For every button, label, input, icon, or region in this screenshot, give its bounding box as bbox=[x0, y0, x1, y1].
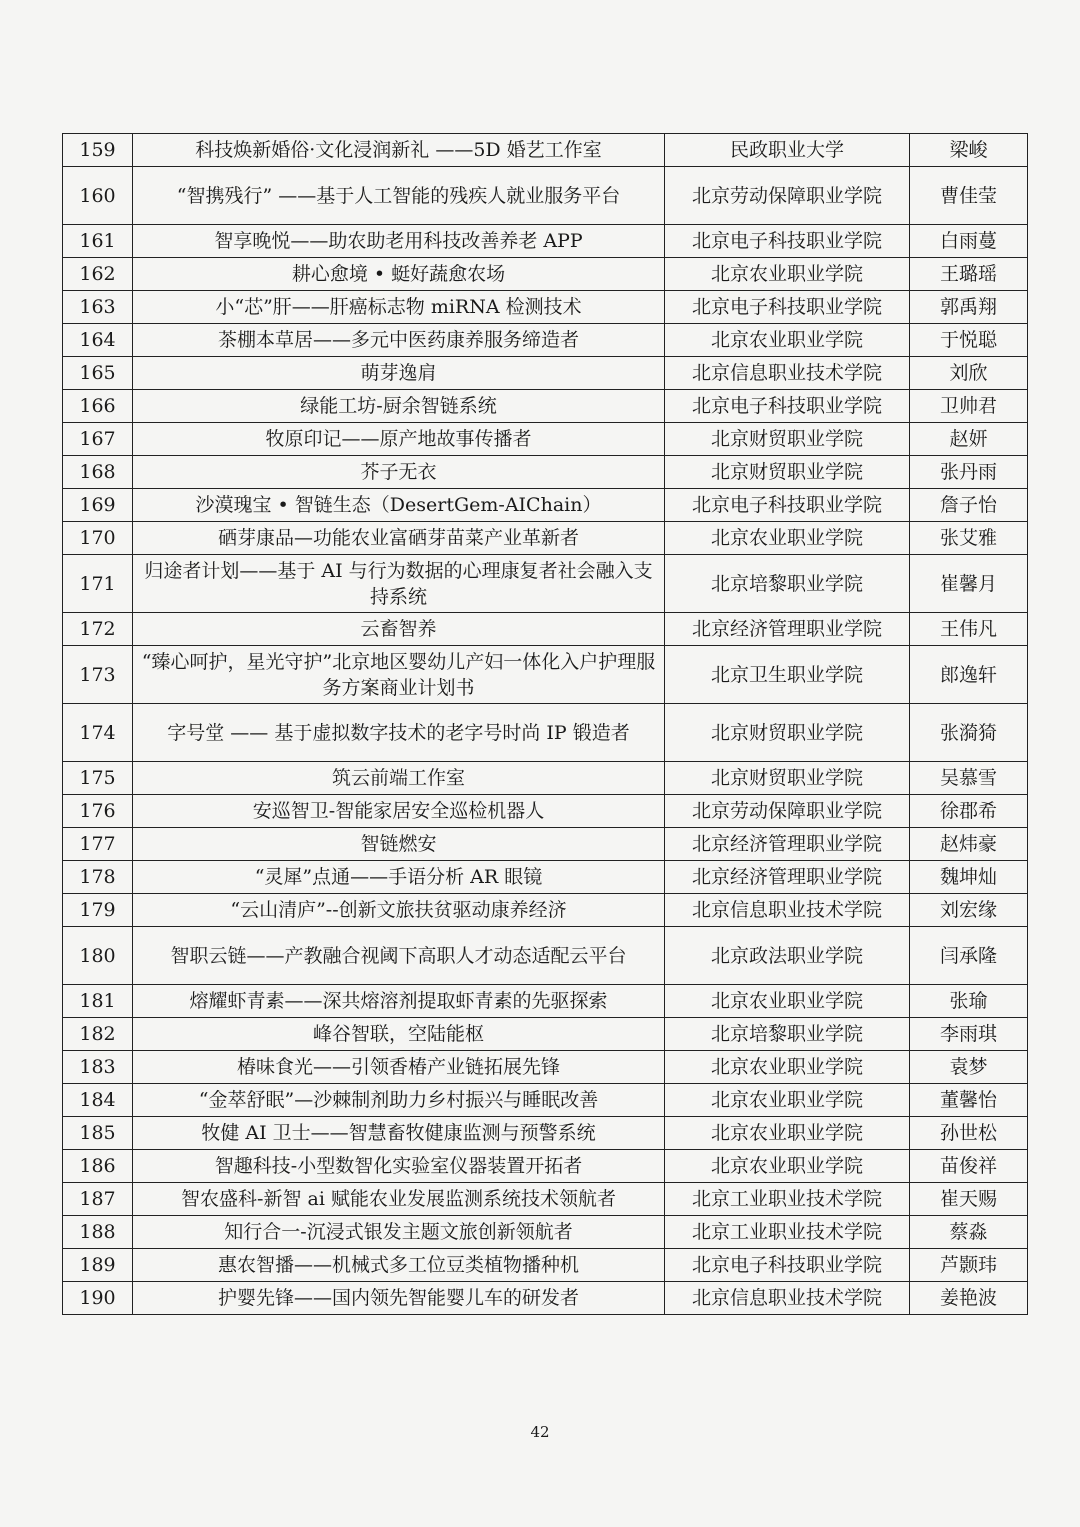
project-title-cell: 芥子无衣 bbox=[133, 456, 665, 489]
table-row bbox=[63, 390, 1028, 423]
student-name-cell: 刘宏缘 bbox=[910, 894, 1028, 927]
row-number-cell: 179 bbox=[63, 894, 133, 927]
page-number: 42 bbox=[530, 1423, 550, 1441]
school-cell: 北京培黎职业学院 bbox=[665, 555, 910, 613]
table-row bbox=[63, 704, 1028, 762]
school-cell: 北京劳动保障职业学院 bbox=[665, 795, 910, 828]
table-row bbox=[63, 225, 1028, 258]
school-cell: 北京财贸职业学院 bbox=[665, 423, 910, 456]
row-number-cell: 178 bbox=[63, 861, 133, 894]
table-row bbox=[63, 522, 1028, 555]
school-cell: 北京工业职业技术学院 bbox=[665, 1216, 910, 1249]
school-cell: 北京经济管理职业学院 bbox=[665, 861, 910, 894]
table-row bbox=[63, 894, 1028, 927]
row-number-cell: 187 bbox=[63, 1183, 133, 1216]
student-name-cell: 张艾雅 bbox=[910, 522, 1028, 555]
table-row bbox=[63, 167, 1028, 225]
project-title-cell: 牧原印记——原产地故事传播者 bbox=[133, 423, 665, 456]
project-title-cell: 智链燃安 bbox=[133, 828, 665, 861]
student-name-cell: 郭禹翔 bbox=[910, 291, 1028, 324]
student-name-cell: 刘欣 bbox=[910, 357, 1028, 390]
table-row bbox=[63, 861, 1028, 894]
student-name-cell: 王伟凡 bbox=[910, 613, 1028, 646]
school-cell: 北京工业职业技术学院 bbox=[665, 1183, 910, 1216]
school-cell: 北京电子科技职业学院 bbox=[665, 225, 910, 258]
school-cell: 北京电子科技职业学院 bbox=[665, 1249, 910, 1282]
project-title-cell: 智农盛科-新智 ai 赋能农业发展监测系统技术领航者 bbox=[133, 1183, 665, 1216]
table-row bbox=[63, 1249, 1028, 1282]
project-title-cell: 安巡智卫-智能家居安全巡检机器人 bbox=[133, 795, 665, 828]
project-title-cell: 熔耀虾青素——深共熔溶剂提取虾青素的先驱探索 bbox=[133, 985, 665, 1018]
table-row bbox=[63, 1282, 1028, 1315]
project-title-cell: 峰谷智联，空陆能枢 bbox=[133, 1018, 665, 1051]
row-number-cell: 177 bbox=[63, 828, 133, 861]
row-number-cell: 182 bbox=[63, 1018, 133, 1051]
student-name-cell: 卫帅君 bbox=[910, 390, 1028, 423]
school-cell: 北京电子科技职业学院 bbox=[665, 489, 910, 522]
school-cell: 北京财贸职业学院 bbox=[665, 762, 910, 795]
student-name-cell: 芦颢玮 bbox=[910, 1249, 1028, 1282]
table-row bbox=[63, 1150, 1028, 1183]
table-row bbox=[63, 555, 1028, 613]
row-number-cell: 180 bbox=[63, 927, 133, 985]
row-number-cell: 168 bbox=[63, 456, 133, 489]
table-row bbox=[63, 291, 1028, 324]
school-cell: 北京农业职业学院 bbox=[665, 258, 910, 291]
row-number-cell: 169 bbox=[63, 489, 133, 522]
student-name-cell: 蔡淼 bbox=[910, 1216, 1028, 1249]
school-cell: 北京劳动保障职业学院 bbox=[665, 167, 910, 225]
row-number-cell: 170 bbox=[63, 522, 133, 555]
row-number-cell: 188 bbox=[63, 1216, 133, 1249]
table-row bbox=[63, 1051, 1028, 1084]
project-title-cell: 牧健 AI 卫士——智慧畜牧健康监测与预警系统 bbox=[133, 1117, 665, 1150]
project-title-cell: 知行合一-沉浸式银发主题文旅创新领航者 bbox=[133, 1216, 665, 1249]
row-number-cell: 166 bbox=[63, 390, 133, 423]
row-number-cell: 173 bbox=[63, 646, 133, 704]
row-number-cell: 165 bbox=[63, 357, 133, 390]
school-cell: 北京财贸职业学院 bbox=[665, 456, 910, 489]
project-title-cell: “智携残行” ——基于人工智能的残疾人就业服务平台 bbox=[133, 167, 665, 225]
row-number-cell: 171 bbox=[63, 555, 133, 613]
project-title-cell: 小“芯”肝——肝癌标志物 miRNA 检测技术 bbox=[133, 291, 665, 324]
school-cell: 北京农业职业学院 bbox=[665, 324, 910, 357]
table-row bbox=[63, 1183, 1028, 1216]
school-cell: 北京农业职业学院 bbox=[665, 985, 910, 1018]
table-row bbox=[63, 1117, 1028, 1150]
table-row bbox=[63, 1084, 1028, 1117]
school-cell: 北京经济管理职业学院 bbox=[665, 613, 910, 646]
student-name-cell: 张漪猗 bbox=[910, 704, 1028, 762]
row-number-cell: 164 bbox=[63, 324, 133, 357]
project-title-cell: 耕心愈境 • 蜓好蔬愈农场 bbox=[133, 258, 665, 291]
school-cell: 北京信息职业技术学院 bbox=[665, 357, 910, 390]
student-name-cell: 崔天赐 bbox=[910, 1183, 1028, 1216]
school-cell: 北京电子科技职业学院 bbox=[665, 291, 910, 324]
school-cell: 北京信息职业技术学院 bbox=[665, 894, 910, 927]
school-cell: 北京农业职业学院 bbox=[665, 1084, 910, 1117]
student-name-cell: 崔馨月 bbox=[910, 555, 1028, 613]
school-cell: 北京信息职业技术学院 bbox=[665, 1282, 910, 1315]
table-row bbox=[63, 1018, 1028, 1051]
student-name-cell: 孙世松 bbox=[910, 1117, 1028, 1150]
student-name-cell: 吴慕雪 bbox=[910, 762, 1028, 795]
student-name-cell: 王璐瑶 bbox=[910, 258, 1028, 291]
table-row bbox=[63, 985, 1028, 1018]
project-title-cell: 科技焕新婚俗·文化浸润新礼 ——5D 婚艺工作室 bbox=[133, 134, 665, 167]
school-cell: 北京农业职业学院 bbox=[665, 1150, 910, 1183]
table-row bbox=[63, 795, 1028, 828]
student-name-cell: 董馨怡 bbox=[910, 1084, 1028, 1117]
project-title-cell: 智职云链——产教融合视阈下高职人才动态适配云平台 bbox=[133, 927, 665, 985]
table-row bbox=[63, 613, 1028, 646]
student-name-cell: 李雨琪 bbox=[910, 1018, 1028, 1051]
student-name-cell: 郎逸轩 bbox=[910, 646, 1028, 704]
row-number-cell: 167 bbox=[63, 423, 133, 456]
school-cell: 北京农业职业学院 bbox=[665, 1051, 910, 1084]
school-cell: 北京农业职业学院 bbox=[665, 522, 910, 555]
school-cell: 北京财贸职业学院 bbox=[665, 704, 910, 762]
project-title-cell: 筑云前端工作室 bbox=[133, 762, 665, 795]
school-cell: 北京政法职业学院 bbox=[665, 927, 910, 985]
student-name-cell: 闫承隆 bbox=[910, 927, 1028, 985]
row-number-cell: 163 bbox=[63, 291, 133, 324]
row-number-cell: 174 bbox=[63, 704, 133, 762]
row-number-cell: 181 bbox=[63, 985, 133, 1018]
row-number-cell: 183 bbox=[63, 1051, 133, 1084]
student-name-cell: 梁峻 bbox=[910, 134, 1028, 167]
project-title-cell: 惠农智播——机械式多工位豆类植物播种机 bbox=[133, 1249, 665, 1282]
table-row bbox=[63, 927, 1028, 985]
project-title-cell: 归途者计划——基于 AI 与行为数据的心理康复者社会融入支持系统 bbox=[133, 555, 665, 613]
table-row bbox=[63, 646, 1028, 704]
school-cell: 北京培黎职业学院 bbox=[665, 1018, 910, 1051]
row-number-cell: 160 bbox=[63, 167, 133, 225]
student-name-cell: 姜艳波 bbox=[910, 1282, 1028, 1315]
project-title-cell: 沙漠瑰宝 • 智链生态（DesertGem-AIChain） bbox=[133, 489, 665, 522]
row-number-cell: 176 bbox=[63, 795, 133, 828]
award-table bbox=[62, 133, 1028, 1315]
project-title-cell: “灵犀”点通——手语分析 AR 眼镜 bbox=[133, 861, 665, 894]
school-cell: 民政职业大学 bbox=[665, 134, 910, 167]
table-row bbox=[63, 1216, 1028, 1249]
school-cell: 北京经济管理职业学院 bbox=[665, 828, 910, 861]
row-number-cell: 186 bbox=[63, 1150, 133, 1183]
table-row bbox=[63, 762, 1028, 795]
project-title-cell: 云畜智养 bbox=[133, 613, 665, 646]
table-row bbox=[63, 456, 1028, 489]
project-title-cell: “云山清庐”--创新文旅扶贫驱动康养经济 bbox=[133, 894, 665, 927]
student-name-cell: 于悦聪 bbox=[910, 324, 1028, 357]
student-name-cell: 袁梦 bbox=[910, 1051, 1028, 1084]
row-number-cell: 185 bbox=[63, 1117, 133, 1150]
row-number-cell: 175 bbox=[63, 762, 133, 795]
project-title-cell: 萌芽逸肩 bbox=[133, 357, 665, 390]
project-title-cell: “臻心呵护，星光守护”北京地区婴幼儿产妇一体化入户护理服务方案商业计划书 bbox=[133, 646, 665, 704]
project-title-cell: “金萃舒眠”—沙棘制剂助力乡村振兴与睡眠改善 bbox=[133, 1084, 665, 1117]
project-title-cell: 椿味食光——引领香椿产业链拓展先锋 bbox=[133, 1051, 665, 1084]
student-name-cell: 曹佳莹 bbox=[910, 167, 1028, 225]
school-cell: 北京卫生职业学院 bbox=[665, 646, 910, 704]
table-row bbox=[63, 423, 1028, 456]
student-name-cell: 张丹雨 bbox=[910, 456, 1028, 489]
student-name-cell: 张瑜 bbox=[910, 985, 1028, 1018]
school-cell: 北京农业职业学院 bbox=[665, 1117, 910, 1150]
row-number-cell: 172 bbox=[63, 613, 133, 646]
table-row bbox=[63, 489, 1028, 522]
project-title-cell: 茶棚本草居——多元中医药康养服务缔造者 bbox=[133, 324, 665, 357]
student-name-cell: 白雨蔓 bbox=[910, 225, 1028, 258]
student-name-cell: 詹子怡 bbox=[910, 489, 1028, 522]
table-row bbox=[63, 134, 1028, 167]
project-title-cell: 护婴先锋——国内领先智能婴儿车的研发者 bbox=[133, 1282, 665, 1315]
project-title-cell: 硒芽康品—功能农业富硒芽苗菜产业革新者 bbox=[133, 522, 665, 555]
table-row bbox=[63, 324, 1028, 357]
row-number-cell: 162 bbox=[63, 258, 133, 291]
project-title-cell: 智享晚悦——助农助老用科技改善养老 APP bbox=[133, 225, 665, 258]
row-number-cell: 189 bbox=[63, 1249, 133, 1282]
student-name-cell: 赵妍 bbox=[910, 423, 1028, 456]
project-title-cell: 字号堂 —— 基于虚拟数字技术的老字号时尚 IP 锻造者 bbox=[133, 704, 665, 762]
row-number-cell: 161 bbox=[63, 225, 133, 258]
student-name-cell: 徐郡希 bbox=[910, 795, 1028, 828]
row-number-cell: 184 bbox=[63, 1084, 133, 1117]
award-table-body bbox=[63, 134, 1028, 1315]
table-row bbox=[63, 828, 1028, 861]
row-number-cell: 190 bbox=[63, 1282, 133, 1315]
table-row bbox=[63, 357, 1028, 390]
table-row bbox=[63, 258, 1028, 291]
project-title-cell: 智趣科技-小型数智化实验室仪器装置开拓者 bbox=[133, 1150, 665, 1183]
project-title-cell: 绿能工坊-厨余智链系统 bbox=[133, 390, 665, 423]
school-cell: 北京电子科技职业学院 bbox=[665, 390, 910, 423]
row-number-cell: 159 bbox=[63, 134, 133, 167]
student-name-cell: 魏坤灿 bbox=[910, 861, 1028, 894]
student-name-cell: 赵炜豪 bbox=[910, 828, 1028, 861]
student-name-cell: 苗俊祥 bbox=[910, 1150, 1028, 1183]
